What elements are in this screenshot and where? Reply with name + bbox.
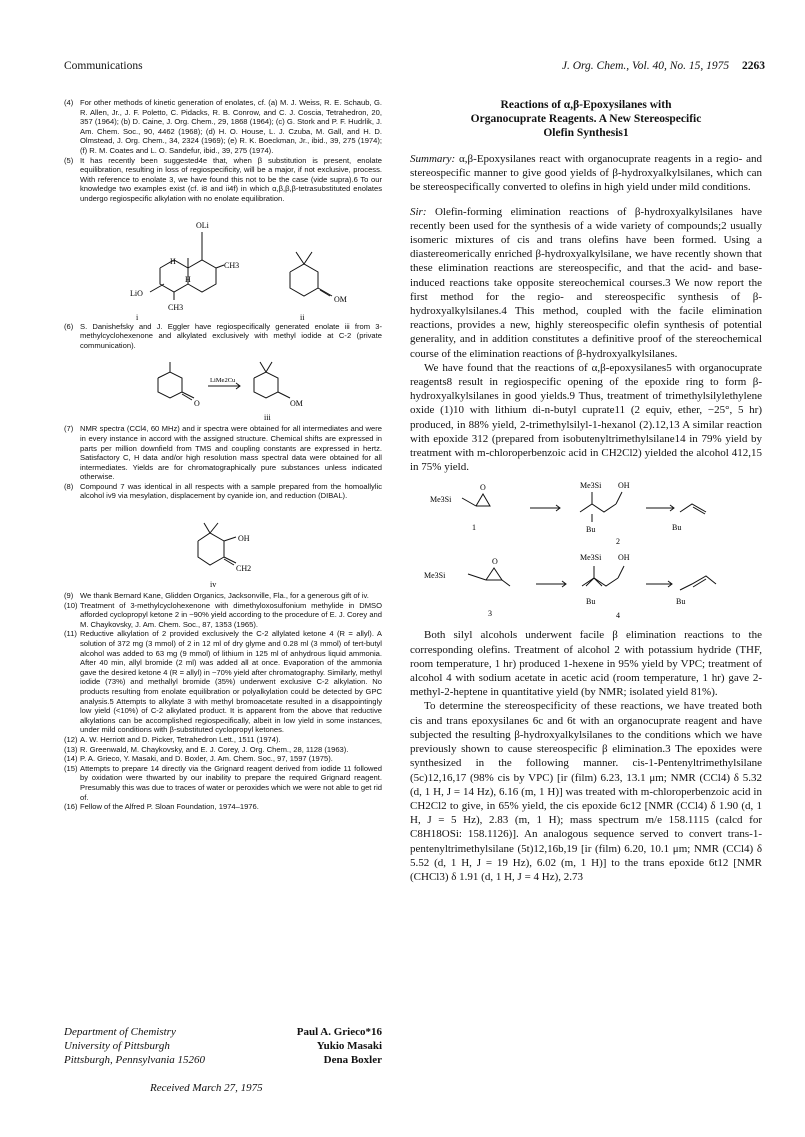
label-oli: OLi bbox=[196, 220, 209, 230]
footnote-text: For other methods of kinetic generation of enolates, cf. (a) M. J. Weiss, R. E. Schaub, G. R. Allen, Jr., J. F. Poletto, C. Pidacks, R. B. Conrow, and C. J. Coscia, Tetrahedron, 20, 357 (1964); (b) D. Caine, J. Org. Chem., 29, 1868 (1964); (c) G. Stork and P. F. Hudrlik, J. Am. Chem. Soc., 90, 4462 (1968); (d) H. O. House, L. J. Czuba, M. Gall, and H. D. Olmstead, J. Org. Chem., 34, 2324 (1969); (e) R. K. Boeckman, Jr., ibid., 39, 275 (1974); (f) R. M. Coates and L. O. Sandefur, ibid., 39, 275 (1974). bbox=[80, 98, 382, 155]
paragraph-1-text: Olefin-forming elimination reactions of β-hydroxyalkylsilanes have recently been used for the synthesis of a wide variety of compounds;2 usually isomeric mixtures of cis and trans olefins have been formed. Using a diastereomerically enriched β-hydroxyalkylsilane, we have recently shown that these elimination reactions are stereospecific, and that the acid- and base-induced reactions take opposite stereochemical courses.3 We now report the first method for the regio- and stereospecific synthesis of β-hydroxyalkylsilanes.4 This method, coupled with the facile elimination reactions, provides a new, highly stereospecific olefin synthesis of potential generality, and in addition constitutes a definitive proof of the stereochemical course of the elimination reactions of β-hydroxyalkylsilanes. bbox=[410, 205, 762, 360]
label-o-iii-left: O bbox=[194, 399, 200, 409]
label-ch2-iv: CH2 bbox=[236, 564, 252, 574]
structure-iv bbox=[64, 505, 382, 591]
footnote-number: (10) bbox=[64, 600, 78, 610]
scheme2-bu-5: Bu bbox=[676, 597, 686, 607]
right-column bbox=[410, 98, 762, 884]
summary-text: α,β-Epoxysilanes react with organocuprate reagents in a regio- and stereospecific manner to give good yields of β-hydroxyalkylsilanes, which can be stereospecifically converted to olefins in high yield under mild conditions. bbox=[410, 153, 762, 194]
paragraph-4: To determine the stereospecificity of these reactions, we have treated both cis and trans epoxysilanes 6c and 6t with an organocuprate reagent and have subjected the resulting β-hydroxyalkylsilanes to the conditions which we have previously shown to cause stereospecific β elimination.3 The epoxides were synthesized in the following manner. cis-1-Pentenyltrimethylsilane (5c)12,16,17 (98% cis by VPC) [ir (film) 6.23, 13.1 μm; NMR (CCl4) δ 5.32 (d, 1 H, J = 14 Hz), 6.16 (m, 1 H)] was treated with m-chloroperbenzoic acid in CH2Cl2 to give, in 65% yield, the cis epoxide 6c12 [NMR (CCl4) δ 1.90 (d, 1 H, J = 5 Hz), 2.83 (m, 1 H); mass spectrum m/e 158.1115 (calcd for C8H18OSi: 158.1126)]. An analogous sequence served to convert trans-1-pentenyltrimethylsilane (5t)12,16b,19 [ir (film) 6.20, 10.1 μm; NMR (CCl4) δ 5.52 (d, 1 H, J = 19 Hz), 6.02 (m, 1 H)] to the trans epoxide 6t12 [NMR (CHCl3) δ 1.91 (d, 1 H, J = 4 Hz), 2.73 bbox=[410, 700, 762, 883]
footnote bbox=[64, 735, 382, 745]
footnote-text: We thank Bernard Kane, Glidden Organics, Jacksonville, Fla., for a generous gift of iv. bbox=[80, 591, 369, 601]
scheme1-bu-2: Bu bbox=[586, 525, 596, 535]
footnote-text: P. A. Grieco, Y. Masaki, and D. Boxler, J. Am. Chem. Soc., 97, 1597 (1975). bbox=[80, 754, 333, 764]
label-iii: iii bbox=[264, 413, 271, 423]
running-header-journal bbox=[562, 60, 765, 72]
label-ch3-bottom: CH3 bbox=[168, 302, 184, 312]
footnote-text: S. Danishefsky and J. Eggler have regiospecifically generated enolate iii from 3-methylcyclohexenone and alkylated exclusively with methyl iodide at C-2 (private communication). bbox=[80, 321, 382, 350]
scheme1-o-1: O bbox=[480, 483, 486, 493]
scheme1-label-1: 1 bbox=[472, 523, 476, 533]
footnote bbox=[64, 745, 382, 755]
scheme2-label-3: 3 bbox=[488, 609, 492, 619]
footnote-number: (16) bbox=[64, 802, 78, 812]
scheme-1 bbox=[410, 478, 762, 546]
footnote-text: Reductive alkylation of 2 provided exclusively the C-2 allylated ketone 4 (R = allyl). A solution of 372 mg (3 mmol) of 2 in 12 ml of dry glyme and 0.28 ml (3 mmol) of tert-butyl alcohol was added to 63 mg (9 mmol) of lithium in 125 ml of anhydrous liquid ammonia. After 40 min, allyl bromide (2 ml) was added all at once. Evaporation of the ammonia gave the desired ketone 4 (R = allyl) in ~70% yield after chromatography. Similarly, methyl iodide (73%) and methallyl bromide (35%) underwent exclusive C-2 alkylation. No products resulting from enolate equilibration or polyalkylation could be detected by GPC analysis.5 Attempts to alkylate 3 with methyl bromoacetate resulted in a disappointingly low yield (<10%) of C-2 alkylated product. It is apparent from the above that reductive alkylations can be accomplished regiospecifically, albeit in low yield in some instances, under mild conditions with β-substituted cyclopropyl ketones. bbox=[80, 629, 382, 735]
footnote-number: (7) bbox=[64, 424, 74, 434]
footnote bbox=[64, 322, 382, 351]
label-i: i bbox=[136, 312, 139, 322]
footnote bbox=[64, 802, 382, 812]
label-ii: ii bbox=[300, 312, 305, 322]
article-title bbox=[410, 98, 762, 140]
footnote-number: (8) bbox=[64, 481, 74, 491]
title-line-1: Reactions of α,β-Epoxysilanes with bbox=[500, 99, 672, 111]
authors bbox=[297, 1025, 382, 1067]
footnote-number: (4) bbox=[64, 98, 74, 107]
footnote-number: (5) bbox=[64, 155, 74, 165]
footnote bbox=[64, 591, 382, 601]
left-column bbox=[64, 98, 382, 812]
footnote bbox=[64, 629, 382, 735]
department: Department of Chemistry bbox=[64, 1026, 176, 1038]
paragraph-3: Both silyl alcohols underwent facile β elimination reactions to the corresponding olefins. Treatment of alcohol 2 with potassium hydride (THF, room temperature, 1 hr) produced 1-hexene in 95% yield by VPC; treatment of alcohol 4 with sodium acetate in acetic acid (room temperature, 1 hr) gave 2-methyl-2-heptene in quantitative yield (by NMR; isolated yield 81%). bbox=[410, 629, 762, 699]
footnote-text: Treatment of 3-methylcyclohexenone with dimethyloxosulfonium methylide in DMSO afforded cyclopropyl ketone 2 in ~90% yield according to the procedure of E. J. Corey and M. Chaykovsky, J. Am. Chem. Soc., 87, 1353 (1965). bbox=[80, 600, 382, 629]
structures-i-ii bbox=[64, 210, 382, 322]
label-om-ii: OM bbox=[334, 294, 347, 304]
author-grieco: Paul A. Grieco*16 bbox=[296, 1026, 382, 1038]
scheme1-me3si-1: Me3Si bbox=[430, 495, 452, 505]
scheme1-oh-2: OH bbox=[618, 481, 630, 491]
journal-citation: J. Org. Chem., Vol. 40, No. 15, 1975 bbox=[561, 60, 730, 72]
label-om-iii: OM bbox=[290, 399, 303, 409]
footnote-text: R. Greenwald, M. Chaykovsky, and E. J. Corey, J. Org. Chem., 28, 1128 (1963). bbox=[80, 744, 349, 754]
scheme2-me3si-4: Me3Si bbox=[580, 553, 602, 563]
footnote-number: (11) bbox=[64, 629, 77, 639]
footnote bbox=[64, 156, 382, 204]
footnote bbox=[64, 601, 382, 630]
scheme2-bu-4: Bu bbox=[586, 597, 596, 607]
scheme2-oh-4: OH bbox=[618, 553, 630, 563]
footnote bbox=[64, 764, 382, 802]
footnotes-block-b bbox=[64, 322, 382, 351]
footnote-number: (6) bbox=[64, 321, 74, 331]
institution bbox=[64, 1025, 205, 1067]
footnote-text: Attempts to prepare 14 directly via the Grignard reagent derived from iodide 11 followed by oxidation were thwarted by our inability to prepare the required Grignard reagent. Presumably this was due to traces of water or peroxides which we were not able to get rid of. bbox=[80, 763, 382, 802]
scheme2-label-4: 4 bbox=[616, 611, 620, 621]
paragraph-1 bbox=[410, 205, 762, 361]
scheme-2 bbox=[410, 546, 762, 628]
author-masaki: Yukio Masaki bbox=[316, 1040, 382, 1052]
title-line-2: Organocuprate Reagents. A New Stereospecific bbox=[470, 113, 702, 125]
paragraph-2: We have found that the reactions of α,β-epoxysilanes5 with organocuprate reagents8 result in regiospecific opening of the epoxide ring to form β-hydroxyalkylsilanes in good yields.9 Thus, treatment of trimethylsilylethylene oxide (1)10 with lithium di-n-butyl cuprate11 (2 equiv, ether, −25°, 5 hr) produced, in 88% yield, 2-trimethylsilyl-1-hexanol (2).12,13 A similar reaction with epoxide 312 (prepared from isobutenyltrimethylsilane14 in 79% yield by treatment with m-chloroperbenzoic acid in CH2Cl2) yielded the alcohol 412,15 in 75% yield. bbox=[410, 361, 762, 474]
label-h-top: H bbox=[170, 256, 176, 266]
footnote-number: (15) bbox=[64, 763, 78, 773]
footnote-text: Compound 7 was identical in all respects with a sample prepared from the homoallylic alcohol iv9 via mesylation, displacement by cyanide ion, and reduction (DIBAL). bbox=[80, 481, 382, 501]
footnote-number: (12) bbox=[64, 734, 78, 744]
scheme1-me3si-2: Me3Si bbox=[580, 481, 602, 491]
scheme1-label-2: 2 bbox=[616, 537, 620, 547]
label-reagent: LiMe2Cu bbox=[210, 377, 236, 385]
scheme2-me3si-3: Me3Si bbox=[424, 571, 446, 581]
footnote-number: (14) bbox=[64, 754, 78, 764]
footnotes-block-c bbox=[64, 424, 382, 501]
footnotes-block-d bbox=[64, 591, 382, 812]
label-oh-iv: OH bbox=[238, 534, 250, 544]
footnote bbox=[64, 754, 382, 764]
scheme1-bu-3: Bu bbox=[672, 523, 682, 533]
structure-iii-scheme bbox=[64, 354, 382, 424]
footnote bbox=[64, 98, 382, 156]
footnote-number: (13) bbox=[64, 744, 78, 754]
sir-label: Sir: bbox=[410, 205, 427, 218]
summary bbox=[410, 152, 762, 195]
footnote-text: A. W. Herriott and D. Picker, Tetrahedron Lett., 1511 (1974). bbox=[80, 734, 281, 744]
label-lio: LiO bbox=[130, 288, 143, 298]
title-line-3: Olefin Synthesis1 bbox=[543, 127, 629, 139]
received-date: Received March 27, 1975 bbox=[150, 1082, 263, 1094]
label-ch3-right: CH3 bbox=[224, 260, 240, 270]
address: Pittsburgh, Pennsylvania 15260 bbox=[64, 1054, 206, 1066]
summary-label: Summary: bbox=[410, 153, 456, 165]
footnote bbox=[64, 482, 382, 501]
university: University of Pittsburgh bbox=[64, 1040, 170, 1052]
footnote bbox=[64, 424, 382, 482]
page-number: 2263 bbox=[742, 60, 765, 72]
footnote-number: (9) bbox=[64, 591, 74, 601]
footnotes-block-a bbox=[64, 98, 382, 204]
footnote-text: Fellow of the Alfred P. Sloan Foundation, 1974–1976. bbox=[80, 802, 259, 812]
label-iv: iv bbox=[210, 580, 217, 590]
footnote-text: It has recently been suggested4e that, when β substitution is present, enolate equilibration, resulting in loss of regiospecificity, will be a major, if not exclusive, process. With reference to enolate 3, we have found this not to be the case (vide supra).6 To our knowledge two examples exist (cf. i8 and ii4f) in which α,β,β,β-tetrasubstituted enolates undergo regiospecific alkylation with no enolate equilibration. bbox=[80, 155, 382, 203]
running-header-section: Communications bbox=[64, 60, 143, 72]
scheme2-o-3: O bbox=[492, 557, 498, 567]
footnote-text: NMR spectra (CCl4, 60 MHz) and ir spectra were obtained for all intermediates and were in every instance in accord with the assigned structure. Chemical shifts are expressed in parts per million downfield from TMS and coupling constants are expressed in hertz. Satisfactory C, H data and/or high resolution mass spectral data were obtained for all intermediates. Yields are for chromatographically pure substances unless indicated otherwise. bbox=[80, 424, 382, 482]
label-h-mid: H bbox=[185, 274, 191, 284]
author-boxler: Dena Boxler bbox=[323, 1054, 382, 1066]
